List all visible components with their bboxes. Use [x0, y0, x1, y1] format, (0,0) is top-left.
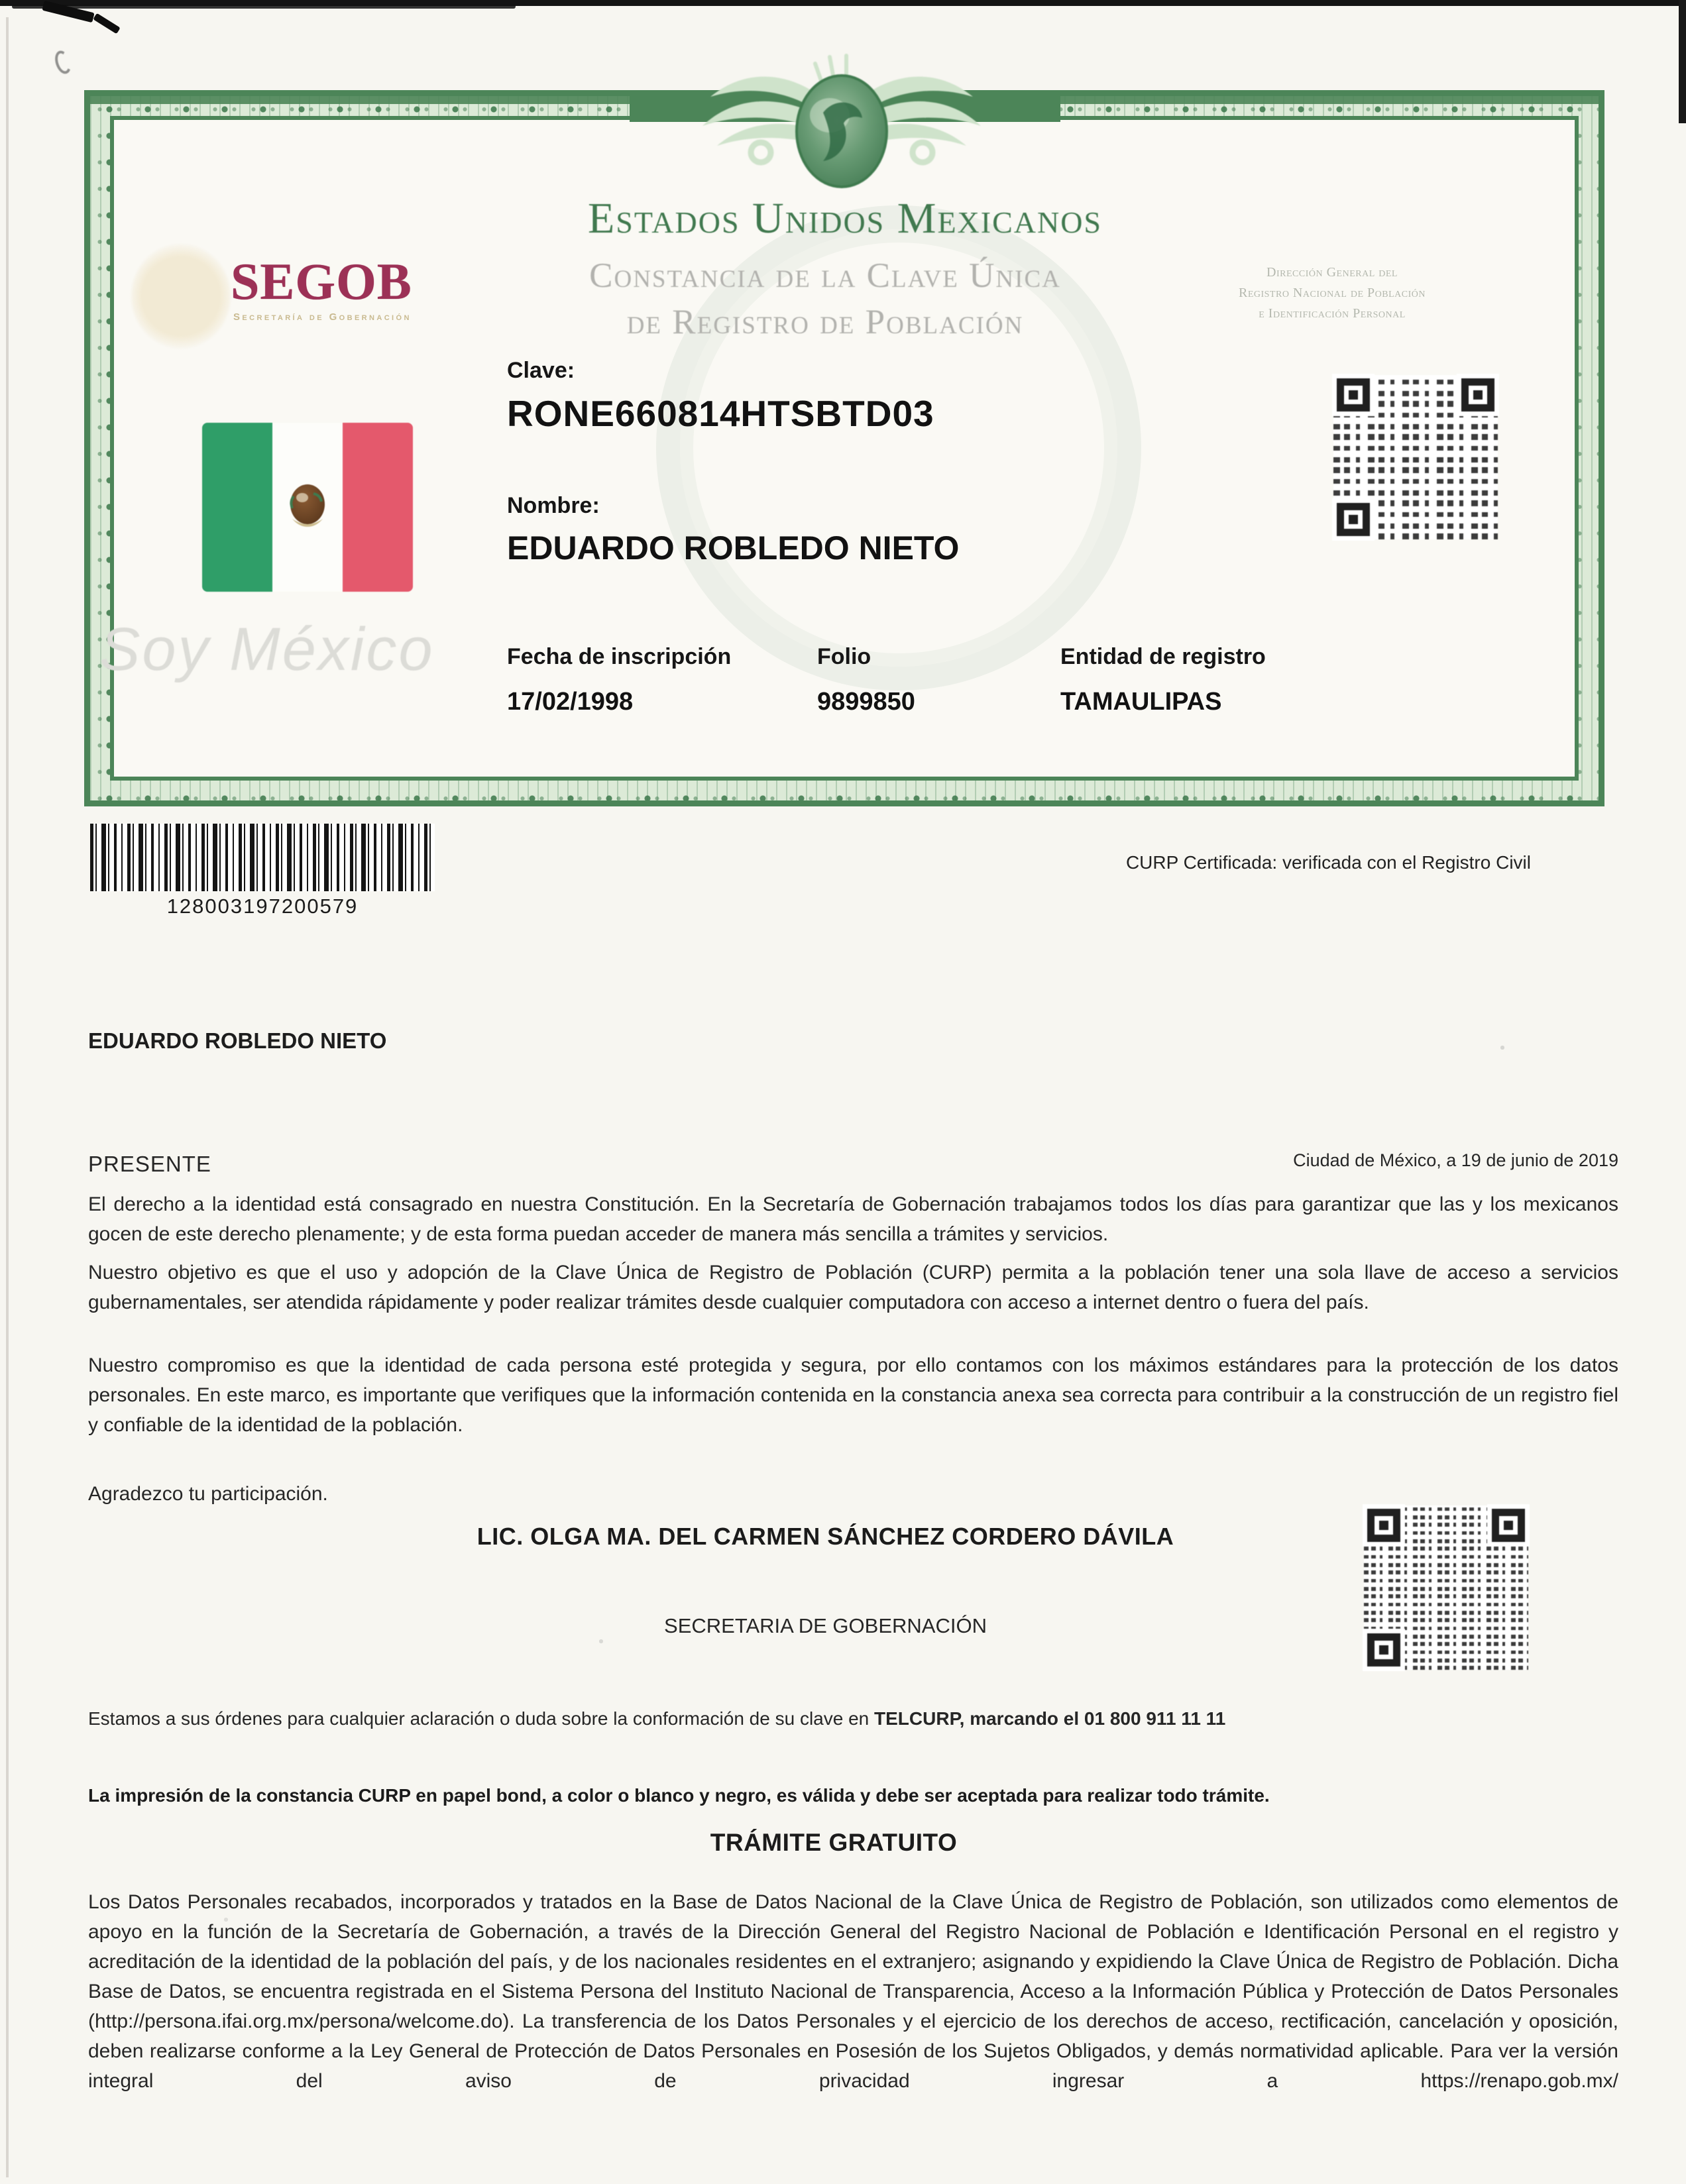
flag-green-band: [202, 423, 272, 592]
document-title-line2: de Registro de Población: [626, 303, 1024, 341]
entidad-registro-label: Entidad de registro: [1060, 644, 1266, 669]
qr-code-certificate: [1333, 375, 1498, 539]
segob-seal-icon: [131, 244, 231, 349]
fecha-inscripcion-label: Fecha de inscripción: [507, 644, 732, 669]
signer-name: LIC. OLGA MA. DEL CARMEN SÁNCHEZ CORDERO DÁVILA: [477, 1523, 1174, 1550]
qr-code-signature: [1364, 1505, 1528, 1670]
country-title: Estados Unidos Mexicanos: [587, 194, 1103, 243]
signer-title: SECRETARIA DE GOBERNACIÓN: [664, 1614, 987, 1637]
scan-artifact-left-edge: [6, 17, 9, 2177]
fecha-inscripcion-value: 17/02/1998: [507, 688, 634, 716]
salutation-presente: PRESENTE: [88, 1152, 211, 1176]
issuing-office-name: [1193, 262, 1471, 324]
scan-artifact-right-strip: [1679, 0, 1686, 123]
scan-artifact-top-bar-2: [12, 5, 516, 9]
free-procedure-heading: TRÁMITE GRATUITO: [710, 1829, 958, 1856]
qr-finder-icon: [1337, 378, 1370, 411]
clave-label: Clave:: [507, 358, 575, 383]
scan-artifact-corner-hook: [52, 48, 74, 76]
clave-value: RONE660814HTSBTD03: [507, 393, 934, 434]
paragraph-commitment: Nuestro compromiso es que la identidad de cada persona esté protegida y segura, por ello contamos con los máximos estándares para la protección de los datos personales. En este marco, es importante que verifiques que la información contenida en la constancia anexa sea correcta para contribuir a la construcción de un registro fiel y confiable de la identidad de la población.: [88, 1354, 1618, 1436]
contact-line: [88, 1708, 1225, 1729]
nombre-value: EDUARDO ROBLEDO NIETO: [507, 529, 960, 567]
mexican-flag-icon: [202, 423, 413, 592]
qr-finder-icon: [1461, 378, 1494, 411]
qr-finder-icon: [1367, 1633, 1400, 1666]
flag-red-band: [343, 423, 413, 592]
barcode-number: 128003197200579: [166, 895, 359, 918]
flag-white-band: [272, 423, 343, 592]
privacy-paragraph: Los Datos Personales recabados, incorporados y tratados en la Base de Datos Nacional de la Clave Única de Registro de Población, son utilizados como elementos de apoyo en la función de la Secretaría de Gobernación, a través de la Dirección General del Registro Nacional de Población e Identificación Personal en el registro y acreditación de la identidad de la población del país, y de los nacionales residentes en el extranjero; asignando y expidiendo la Clave Única de Registro de Población. Dicha Base de Datos, se encuentra registrada en el Sistema Persona del Instituto Nacional de Transparencia, Acceso a la Información Pública y Protección de Datos Personales (http://persona.ifai.org.mx/persona/welcome.do). La transferencia de los Datos Personales y el ejercicio de los derechos de acceso, rectificación, cancelación y oposición, deben realizarse conforme a la Ley General de Protección de Datos Personales en Posesión de los Sujetos Obligados, y demás normatividad aplicable. Para ver la versión integral del aviso de privacidad ingresar a https://renapo.gob.mx/: [88, 1891, 1618, 2092]
watermark-soy-mexico: Soy México: [99, 616, 435, 683]
nombre-label: Nombre:: [507, 493, 600, 518]
recipient-name: EDUARDO ROBLEDO NIETO: [88, 1028, 387, 1053]
certification-note: CURP Certificada: verificada con el Registro Civil: [1125, 852, 1531, 873]
closing-thanks: Agradezco tu participación.: [88, 1483, 328, 1505]
contact-prefix: Estamos a sus órdenes para cualquier aclaración o duda sobre la conformación de su clave en: [88, 1708, 875, 1729]
qr-finder-icon: [1367, 1509, 1400, 1542]
document-title-line1: Constancia de la Clave Única: [589, 256, 1061, 295]
paragraph-identity: El derecho a la identidad está consagrado en nuestra Constitución. En la Secretaría de Gobernación trabajamos todos los días para garantizar que las y los mexicanos gocen de este derecho plenamente; y de esta forma puedan acceder de manera más sencilla a trámites y servicios.: [88, 1193, 1618, 1245]
scan-artifact-speckles: [0, 0, 1, 1]
folio-label: Folio: [817, 644, 871, 669]
contact-telcurp: TELCURP, marcando el 01 800 911 11 11: [874, 1708, 1226, 1729]
qr-finder-icon: [1337, 503, 1370, 536]
flag-eagle-icon: [284, 480, 331, 535]
scan-artifact-corner-mark-2: [93, 13, 120, 34]
issuing-office-line1: Dirección General del: [1266, 265, 1398, 280]
issuing-office-line2: Registro Nacional de Población: [1238, 286, 1426, 300]
issuing-office-line3: e Identificación Personal: [1259, 306, 1406, 321]
segob-subtitle: Secretaría de Gobernación: [233, 311, 412, 323]
segob-wordmark: SEGOB: [231, 252, 412, 310]
entidad-registro-value: TAMAULIPAS: [1060, 688, 1222, 716]
qr-finder-icon: [1492, 1509, 1525, 1542]
dateline: Ciudad de México, a 19 de junio de 2019: [1293, 1150, 1618, 1170]
validity-notice: La impresión de la constancia CURP en papel bond, a color o blanco y negro, es válida y debe ser aceptada para realizar todo trámite.: [88, 1785, 1270, 1806]
barcode: [90, 824, 435, 891]
folio-value: 9899850: [817, 688, 915, 716]
paragraph-objective: Nuestro objetivo es que el uso y adopción de la Clave Única de Registro de Población (CURP) permita a la población tener una sola llave de acceso a servicios gubernamentales, ser atendida rápidamente y poder realizar trámites desde cualquier computadora con acceso a internet dentro o fuera del país.: [88, 1262, 1618, 1313]
